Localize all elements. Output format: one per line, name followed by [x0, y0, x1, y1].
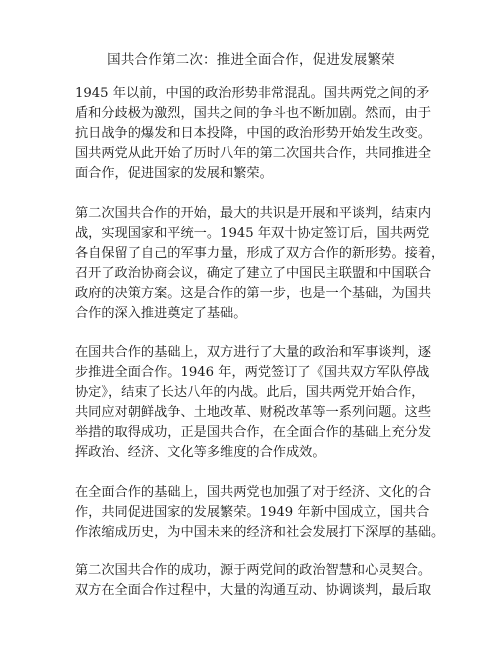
paragraph-4 [75, 483, 445, 543]
paragraph-line: 第二次国共合作的成功，源于两党间的政治智慧和心灵契合。 [75, 563, 432, 578]
paragraph-line: 在全面合作的基础上，国共两党也加强了对于经济、文化的合 [75, 485, 432, 500]
paragraph-line: 盾和分歧极为激烈，国共之间的争斗也不断加剧。然而，由于 [75, 106, 432, 121]
paragraph-line: 召开了政治协商会议，确定了建立了中国民主联盟和中国联合 [75, 266, 432, 281]
paragraph-line: 步推进全面合作。1946 年，两党签订了《国共双方军队停战 [75, 365, 430, 380]
paragraph-3 [75, 343, 433, 463]
paragraph-5 [75, 561, 433, 601]
paragraph-line: 抗日战争的爆发和日本投降，中国的政治形势开始发生改变。 [75, 126, 432, 141]
paragraph-line: 合作的深入推进奠定了基础。 [75, 306, 247, 321]
paragraph-line: 1945 年以前，中国的政治形势非常混乱。国共两党之间的矛 [75, 86, 430, 101]
paragraph-line: 作，共同促进国家的发展繁荣。1949 年新中国成立，国共合 [75, 505, 430, 520]
paragraph-line: 面合作，促进国家的发展和繁荣。 [75, 166, 273, 181]
paragraph-line: 第二次国共合作的开始，最大的共识是开展和平谈判，结束内 [75, 206, 432, 221]
paragraph-2 [75, 204, 445, 324]
paragraph-line: 双方在全面合作过程中，大量的沟通互动、协调谈判，最后取 [75, 583, 432, 598]
paragraph-line: 作浓缩成历史，为中国未来的经济和社会发展打下深厚的基础。 [75, 525, 445, 540]
paragraph-line: 在国共合作的基础上，双方进行了大量的政治和军事谈判，逐 [75, 345, 432, 360]
paragraph-line: 共同应对朝鲜战争、土地改革、财税改革等一系列问题。这些 [75, 405, 432, 420]
paragraph-line: 协定》，结束了长达八年的内战。此后，国共两党开始合作， [75, 385, 425, 400]
paragraph-line: 国共两党从此开始了历时八年的第二次国共合作，共同推进全 [75, 146, 432, 161]
paragraph-line: 举措的取得成功，正是国共合作，在全面合作的基础上充分发 [75, 425, 432, 440]
document-title: 国共合作第二次：推进全面合作，促进发展繁荣 [107, 52, 395, 68]
paragraph-1 [75, 84, 433, 184]
paragraph-line: 战，实现国家和平统一。1945 年双十协定签订后，国共两党 [75, 226, 430, 241]
paragraph-line: 挥政治、经济、文化等多维度的合作成效。 [75, 445, 326, 460]
paragraph-line: 各自保留了自己的军事力量，形成了双方合作的新形势。接着， [75, 246, 445, 261]
paragraph-line: 政府的决策方案。这是合作的第一步，也是一个基础，为国共 [75, 286, 432, 301]
